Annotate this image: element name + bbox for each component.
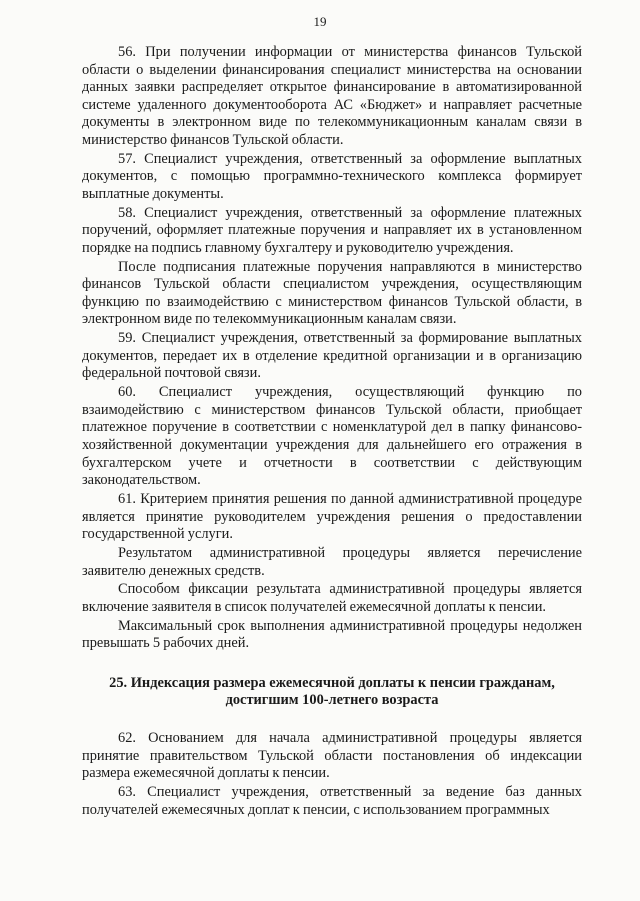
section-heading-line-1: 25. Индексация размера ежемесячной доплаты к пенсии гражданам, [109,674,555,691]
paragraph-result: Результатом административной процедуры является перечисление заявителю денежных средств. [82,544,582,579]
page-number: 19 [313,14,327,29]
paragraph-56: 56. При получении информации от министерства финансов Тульской области о выделении финансирования специалист министерства на основании данных заявки распределяет открытое финансирование в автоматизированной системе удаленного документооборота АС «Бюджет» и направляет расчетные документы в электронном виде по телекоммуникационным каналам связи в министерство финансов Тульской области. [82,44,582,148]
paragraph-63: 63. Специалист учреждения, ответственный за ведение баз данных получателей ежемесячных доплат к пенсии, с использованием программных [82,784,582,818]
paragraph-61: 61. Критерием принятия решения по данной административной процедуре является принятие руководителем учреждения решения о предоставлении государственной услуги. [82,490,582,543]
section-heading [82,675,582,710]
document-body [82,44,582,820]
section-heading-line-2: достигшим 100-летнего возраста [225,692,439,709]
paragraph-58-continued: После подписания платежные поручения направляются в министерство финансов Тульской области специалистом учреждения, осуществляющим функцию по взаимодействию с министерством финансов Тульской области, в электронном виде по телекоммуникационным каналам связи. [82,258,582,328]
paragraph-62: 62. Основанием для начала административной процедуры является принятие правительством Тульской области постановления об индексации размера ежемесячной доплаты к пенсии. [82,730,582,782]
paragraph-57: 57. Специалист учреждения, ответственный за оформление выплатных документов, с помощью программно-технического комплекса формирует выплатные документы. [82,150,582,202]
paragraph-59: 59. Специалист учреждения, ответственный за формирование выплатных документов, передает их в отделение кредитной организации и в организацию федеральной почтовой связи. [82,330,582,382]
paragraph-max-term: Максимальный срок выполнения административной процедуры недолжен превышать 5 рабочих дней. [82,617,582,652]
paragraph-fixation: Способом фиксации результата административной процедуры является включение заявителя в список получателей ежемесячной доплаты к пенсии. [82,581,582,615]
paragraph-60: 60. Специалист учреждения, осуществляющий функцию по взаимодействию с министерством финансов Тульской области, приобщает платежное поручение в соответствии с номенклатурой дел в папку финансово-хозяйственной документации учреждения для дальнейшего его отражения в бухгалтерском учете и отчетности в соответствии с действующим законодательством. [82,384,582,489]
paragraph-58: 58. Специалист учреждения, ответственный за оформление платежных поручений, оформляет платежные поручения и направляет их в установленном порядке на подпись главному бухгалтеру и руководителю учреждения. [82,204,582,256]
